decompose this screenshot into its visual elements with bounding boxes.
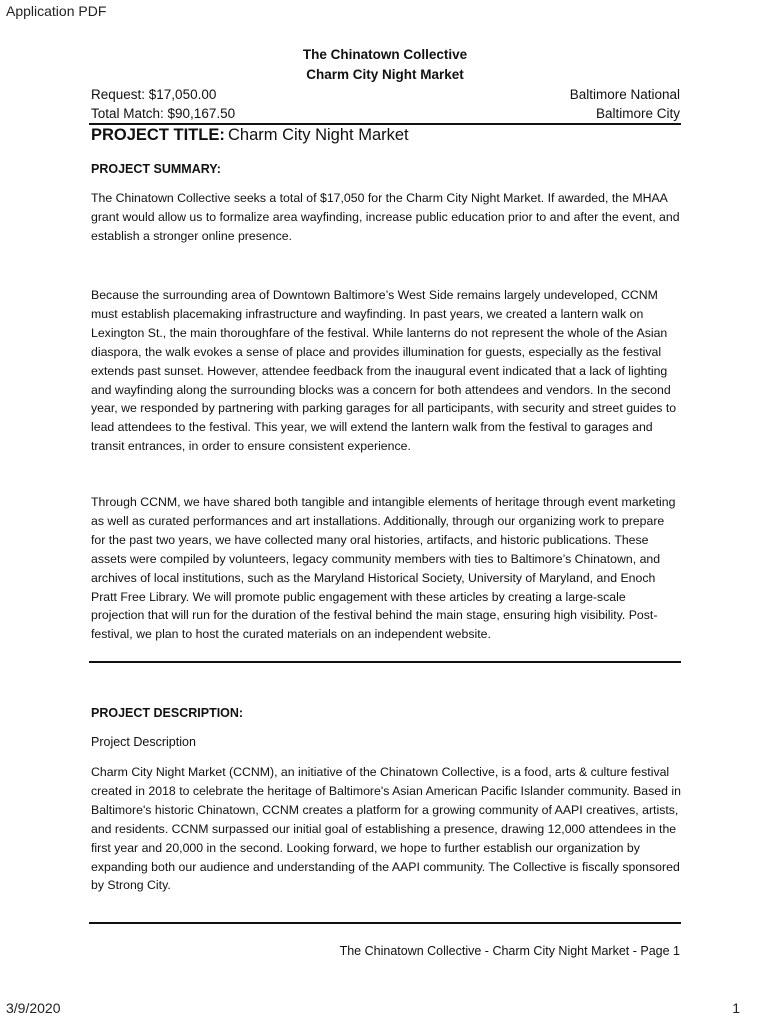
- region-name: Baltimore National: [569, 87, 680, 102]
- summary-divider: [89, 661, 681, 663]
- page-number: 1: [732, 1000, 740, 1016]
- summary-paragraph-1: [91, 189, 681, 246]
- description-paragraph: [91, 763, 681, 895]
- event-title: Charm City Night Market: [306, 67, 464, 82]
- description-subheading: Project Description: [91, 735, 196, 749]
- print-date: 3/9/2020: [6, 1000, 61, 1016]
- description-heading: PROJECT DESCRIPTION:: [91, 706, 244, 720]
- summary-paragraph-2-text: Because the surrounding area of Downtown Baltimore’s West Side remains largely undeveloped, CCNM must establish placemaking infrastructure and wayfinding. In past years, we created a lantern walk on Lexington St., the main thoroughfare of the festival. While lanterns do not represent the whole of the Asian diaspora, the walk evokes a sense of place and provides illumination for guests, especially as the festival extends past sunset. However, attendee feedback from the inaugural event indicated that a lack of lighting and wayfinding along the surrounding blocks was a concern for both attendees and vendors. In the second year, we responded by partnering with parking garages for all participants, with security and street guides to lead attendees to the festival. This year, we will extend the lantern walk from the festival to garages and transit entrances, in order to ensure consistent experience.: [91, 288, 677, 454]
- project-title-label: PROJECT TITLE:: [91, 126, 225, 144]
- county-name: Baltimore City: [595, 106, 680, 121]
- description-paragraph-text: Charm City Night Market (CCNM), an initiative of the Chinatown Collective, is a food, arts & culture festival created in 2018 to celebrate the heritage of Baltimore's Asian American Pacific Islander community. Based in Baltimore's historic Chinatown, CCNM creates a platform for a growing community of AAPI creatives, artists, and residents. CCNM surpassed our initial goal of establishing a presence, drawing 12,000 attendees in the first year and 20,000 in the second. Looking forward, we hope to further establish our organization by expanding both our audience and understanding of the AAPI community. The Collective is fiscally sponsored by Strong City.: [91, 765, 681, 893]
- description-divider: [89, 922, 681, 924]
- header-divider: [89, 123, 681, 125]
- footer-page-label: The Chinatown Collective - Charm City Night Market - Page 1: [339, 944, 680, 958]
- total-match: Total Match: $90,167.50: [91, 106, 236, 121]
- organization-title: The Chinatown Collective: [302, 47, 468, 62]
- request-amount: Request: $17,050.00: [91, 87, 217, 102]
- summary-paragraph-3: [91, 493, 681, 644]
- summary-paragraph-2: [91, 286, 681, 456]
- summary-paragraph-1-text: The Chinatown Collective seeks a total of $17,050 for the Charm City Night Market. If awarded, the MHAA grant would allow us to formalize area wayfinding, increase public education prior to and after the event, and establish a stronger online presence.: [91, 191, 680, 243]
- summary-paragraph-3-text: Through CCNM, we have shared both tangible and intangible elements of heritage through event marketing as well as curated performances and art installations. Additionally, through our organizing work to prepare for the past two years, we have collected many oral histories, artifacts, and historic publications. These assets were compiled by volunteers, legacy community members with ties to Baltimore’s Chinatown, and archives of local institutions, such as the Maryland Historical Society, University of Maryland, and Enoch Pratt Free Library. We will promote public engagement with these articles by creating a large-scale projection that will run for the duration of the festival behind the main stage, ensuring high visibility. Post-festival, we plan to host the curated materials on an independent website.: [91, 495, 676, 642]
- app-label: Application PDF: [6, 3, 107, 19]
- summary-heading: PROJECT SUMMARY:: [91, 162, 221, 176]
- project-title-value: Charm City Night Market: [228, 126, 409, 144]
